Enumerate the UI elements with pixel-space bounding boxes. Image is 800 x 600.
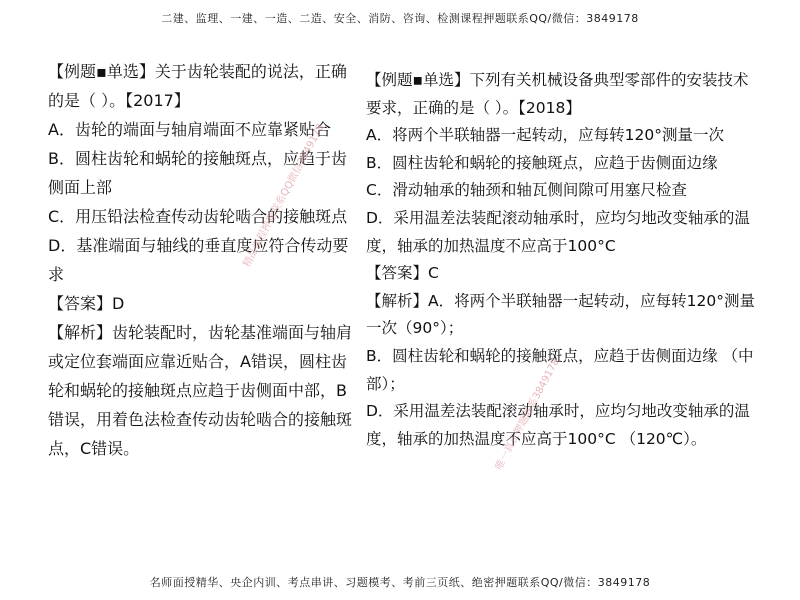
right-option-a: A．将两个半联轴器一起转动，应每转120°测量一次 [366,126,724,145]
left-option-d: D．基准端面与轴线的垂直度应符合传动要求 [48,236,349,284]
right-answer: 【答案】C [366,264,439,283]
right-question-stem: 【例题▪单选】下列有关机械设备典型零部件的安装技术要求，正确的是（ ）。【2018】 [366,71,749,117]
right-analysis-a: 【解析】A．将两个半联轴器一起转动，应每转120°测量一次（90°）； [366,291,755,338]
right-option-d: D．采用温差法装配滚动轴承时，应均匀地改变轴承的温度，轴承的加热温度不应高于100°C [366,208,750,255]
left-analysis: 【解析】齿轮装配时，齿轮基准端面与轴肩或定位套端面应靠近贴合，A错误，圆柱齿轮和蜗轮的接触斑点应趋于齿侧面中部，B错误，用着色法检查传动齿轮啮合的接触斑点，C错误。 [48,323,353,458]
bottom-contact-banner: 名师面授精华、央企内训、考点串讲、习题模考、考前三页纸、绝密押题联系QQ/微信：3849178 [149,576,651,589]
right-option-c: C．滑动轴承的轴颈和轴瓦侧间隙可用塞尺检查 [366,181,687,200]
left-option-b: B．圆柱齿轮和蜗轮的接触斑点，应趋于齿侧面上部 [48,149,347,197]
watermark-left: 精品课程押题联系QQ微信3849178 [241,122,327,270]
right-analysis-b: B．圆柱齿轮和蜗轮的接触斑点，应趋于齿侧面边缘 （中部）； [366,346,754,393]
left-question-block [48,57,353,463]
watermark-right: 唯一真正押题联系3849178 [493,356,562,473]
top-contact-banner: 二建、监理、一建、一造、二造、安全、消防、咨询、检测课程押题联系QQ/微信：3849178 [161,12,639,25]
right-option-b: B．圆柱齿轮和蜗轮的接触斑点，应趋于齿侧面边缘 [366,153,718,172]
left-option-a: A．齿轮的端面与轴肩端面不应靠紧贴合 [48,120,331,139]
left-answer: 【答案】D [48,294,125,313]
left-option-c: C．用压铅法检查传动齿轮啮合的接触斑点 [48,207,348,226]
right-question-block [366,67,758,453]
left-question-stem: 【例题▪单选】关于齿轮装配的说法，正确的是（ ）。【2017】 [48,62,347,110]
right-analysis-d: D．采用温差法装配滚动轴承时，应均匀地改变轴承的温度，轴承的加热温度不应高于100°C （120℃）。 [366,402,750,448]
